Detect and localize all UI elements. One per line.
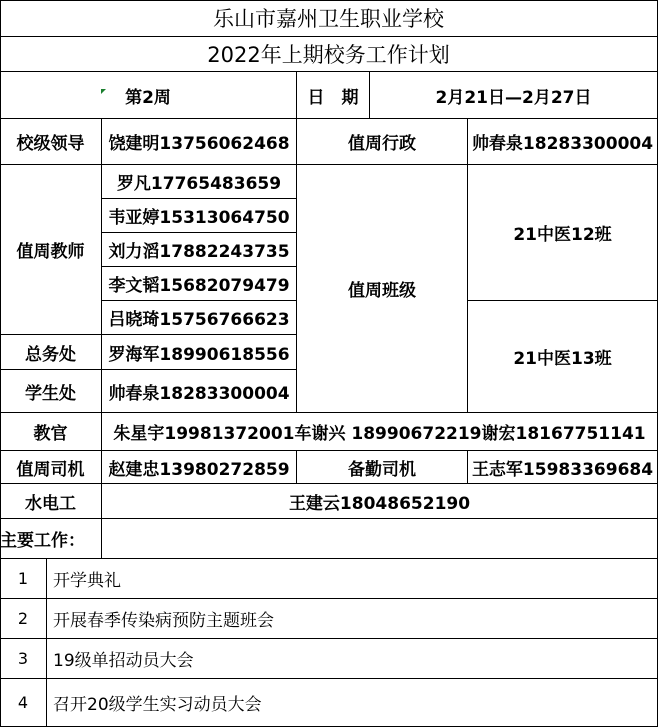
instructor-label: 教官 — [0, 413, 102, 451]
main-work-blank — [102, 519, 658, 559]
cell-comment-marker — [101, 89, 106, 94]
week-label: 第2周 — [0, 72, 297, 119]
plan-title: 2022年上期校务工作计划 — [0, 37, 658, 72]
work-item-no: 1 — [0, 559, 47, 599]
work-item-text: 召开20级学生实习动员大会 — [47, 679, 658, 727]
teachers-label: 值周教师 — [0, 165, 102, 335]
date-range: 2月21日—2月27日 — [370, 72, 658, 119]
teacher-4: 李文韬15682079479 — [102, 267, 297, 301]
admin-value: 帅春泉18283300004 — [468, 119, 658, 165]
utility-value: 王建云18048652190 — [102, 484, 658, 519]
work-item-no: 3 — [0, 639, 47, 679]
general-affairs-label: 总务处 — [0, 335, 102, 370]
date-label: 日 期 — [297, 72, 370, 119]
admin-label: 值周行政 — [297, 119, 468, 165]
standby-driver-value: 王志军15983369684 — [468, 451, 658, 484]
work-item-no: 4 — [0, 679, 47, 727]
instructor-value: 朱星宇19981372001车谢兴 18990672219谢宏18167751141 — [102, 413, 658, 451]
standby-driver-label: 备勤司机 — [297, 451, 468, 484]
teacher-5: 吕晓琦15756766623 — [102, 301, 297, 335]
utility-label: 水电工 — [0, 484, 102, 519]
class-2: 21中医13班 — [468, 301, 658, 413]
teacher-3: 刘力滔17882243735 — [102, 233, 297, 267]
leader-label: 校级领导 — [0, 119, 102, 165]
general-affairs-value: 罗海军18990618556 — [102, 335, 297, 370]
class-label: 值周班级 — [297, 165, 468, 413]
driver-value: 赵建忠13980272859 — [102, 451, 297, 484]
school-name: 乐山市嘉州卫生职业学校 — [0, 0, 658, 37]
student-affairs-label: 学生处 — [0, 370, 102, 413]
class-1: 21中医12班 — [468, 165, 658, 301]
work-item-text: 开学典礼 — [47, 559, 658, 599]
teacher-2: 韦亚婷15313064750 — [102, 199, 297, 233]
work-item-text: 19级单招动员大会 — [47, 639, 658, 679]
main-work-label: 主要工作： — [0, 519, 102, 559]
work-item-no: 2 — [0, 599, 47, 639]
driver-label: 值周司机 — [0, 451, 102, 484]
leader-value: 饶建明13756062468 — [102, 119, 297, 165]
student-affairs-value: 帅春泉18283300004 — [102, 370, 297, 413]
work-item-text: 开展春季传染病预防主题班会 — [47, 599, 658, 639]
teacher-1: 罗凡17765483659 — [102, 165, 297, 199]
